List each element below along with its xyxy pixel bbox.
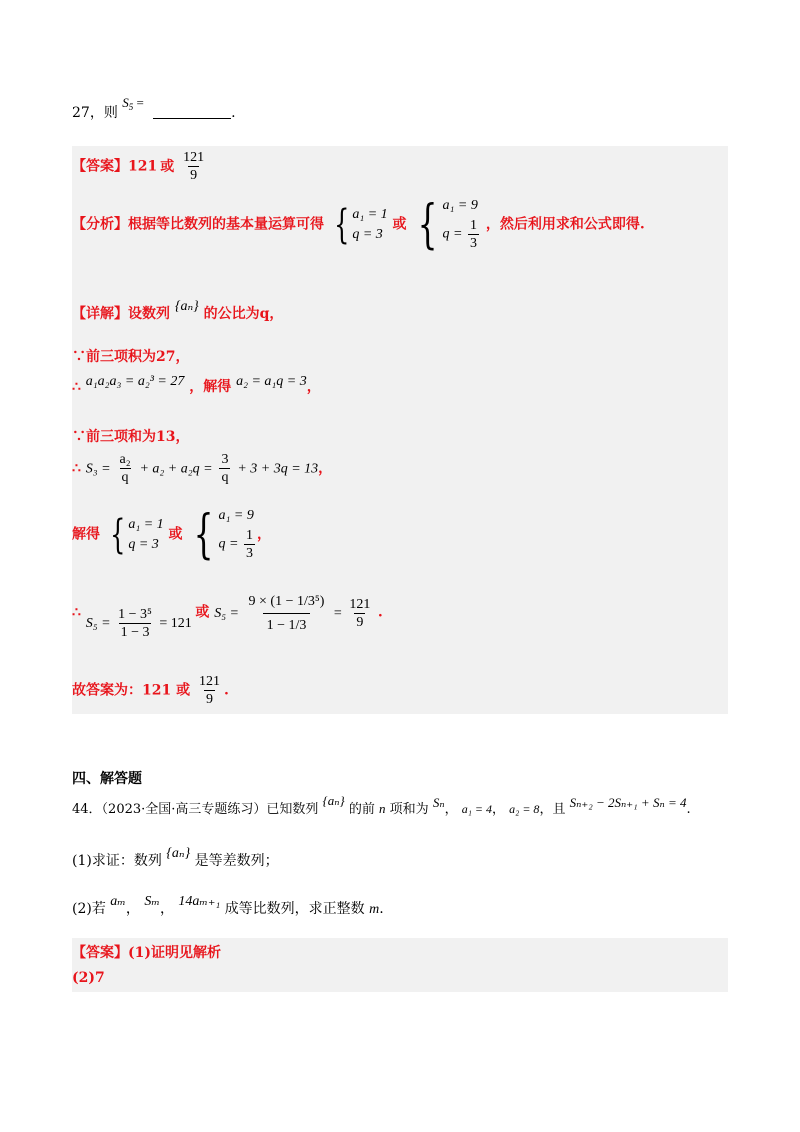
final-period: . <box>223 682 229 699</box>
sys1-row-a: a₁ = 1 <box>352 206 388 222</box>
q44-text3: ，且 <box>539 802 566 817</box>
detail-intro-after: 的公比为q， <box>203 306 284 322</box>
s5-expr-a <box>85 607 196 640</box>
detail-sys2-frac <box>244 528 255 561</box>
question-43-prefix: 27，则 <box>72 105 118 121</box>
detail-system-1 <box>105 511 164 558</box>
detail-intro <box>72 299 284 323</box>
q44-part2-m: m <box>369 902 380 917</box>
q44-cond3: Sₙ₊₂ − 2Sₙ₊₁ + Sₙ = 4 <box>569 795 687 810</box>
sys2-frac-num: 1 <box>469 218 477 233</box>
detail-sys1-b: q = 3 <box>128 536 159 552</box>
s5-a-num: 1 − 3⁵ <box>118 607 152 622</box>
detail-sys2-a: a₁ = 9 <box>218 508 254 523</box>
q44-part2-14a: 14aₘ₊₁ <box>178 894 221 909</box>
s5-b-label: S₅ = <box>214 605 240 621</box>
q44-source: （2023·全国·高三专题练习）已知数列 <box>101 802 319 817</box>
answer-43 <box>72 150 208 183</box>
analysis-system-1 <box>329 201 388 248</box>
question-43-suffix: . <box>231 105 236 121</box>
s5-a-den: 1 − 3 <box>120 625 150 640</box>
s5-eq: = <box>133 95 144 110</box>
detail-brace-2: { <box>194 504 214 565</box>
brace-1: { <box>333 201 350 248</box>
question-44-part1 <box>72 846 279 870</box>
q44-n: n <box>379 801 386 816</box>
sys2-q: q = <box>442 226 463 242</box>
therefore-2 <box>72 452 332 485</box>
s5-expr-b <box>214 594 378 633</box>
q44-cond1: a₁ = 4 <box>461 802 493 816</box>
q44-part2-sm: Sₘ <box>144 894 160 909</box>
answer-or: 或 <box>160 158 175 175</box>
solve-comma: ， <box>306 379 321 395</box>
answer-blank <box>153 118 231 119</box>
final-den: 9 <box>205 692 213 707</box>
s5-label: S <box>122 95 129 110</box>
q44-part2-prefix: (2)若 <box>72 901 106 917</box>
q44-seq: {aₙ} <box>322 793 345 808</box>
detail-sys1-a: a₁ = 1 <box>128 516 164 532</box>
final-frac <box>197 674 222 707</box>
analysis-text-after: ，然后利用求和公式即得. <box>485 216 645 233</box>
s5-or: 或 <box>195 604 210 621</box>
sys1-row-b: q = 3 <box>352 226 383 242</box>
q44-number: 44． <box>72 802 102 817</box>
answer-frac-den: 9 <box>190 168 198 183</box>
because-2: ∵前三项和为13， <box>72 429 190 445</box>
q44-part2-end: . <box>379 901 384 917</box>
therefore-2-frac-1 <box>118 452 133 485</box>
final-answer-43 <box>72 674 229 707</box>
s5-b-eq: = <box>333 605 342 621</box>
q44-sn: Sₙ <box>432 795 445 810</box>
q44-part1-prefix: (1)求证：数列 <box>72 853 162 869</box>
final-text: 故答案为：121 或 <box>72 682 191 699</box>
answer-frac-num: 121 <box>183 150 205 165</box>
solve-math: a₂ = a₁q = 3 <box>236 374 307 389</box>
therefore-2-frac-2 <box>219 452 230 485</box>
s5-b-den: 1 − 1/3 <box>263 613 311 637</box>
s5-a-val: = 121 <box>159 615 192 631</box>
detail-sys2-den: 3 <box>245 546 253 561</box>
s5-sub: 5 <box>128 102 134 112</box>
question-43-tail <box>72 95 236 122</box>
therefore-2-b: + a₂ + a₂q = <box>139 461 213 477</box>
therefore-sym-2: ∴ <box>72 460 81 477</box>
answer-fraction <box>181 150 206 183</box>
answer-44-part2: (2)7 <box>72 970 105 986</box>
t2-f2-num: 3 <box>221 452 229 467</box>
detail-or: 或 <box>168 526 183 543</box>
s5-a-frac <box>116 607 154 640</box>
analysis-system-2 <box>411 194 481 255</box>
q44-cond2: a₂ = 8 <box>509 802 540 816</box>
q44-end: . <box>686 802 691 817</box>
s5-b-result-num: 121 <box>349 597 371 612</box>
t2-f1-den: q <box>121 470 129 485</box>
q44-part1-seq: {aₙ} <box>166 846 191 861</box>
solve-text: ，解得 <box>189 379 232 395</box>
s5-symbol <box>122 95 147 110</box>
therefore-2-comma: ， <box>318 460 333 477</box>
t2-f1-num: a₂ <box>119 452 131 467</box>
analysis-text-before: 根据等比数列的基本量运算可得 <box>128 216 324 233</box>
detail-brace-1: { <box>109 511 126 558</box>
q44-text1: 的前 <box>348 802 375 817</box>
answer-44-label: 【答案】 <box>72 945 128 961</box>
sys2-row-q <box>443 218 481 251</box>
final-num: 121 <box>198 674 220 689</box>
question-44-stem: 44．（2023·全国·高三专题练习）已知数列 {aₙ} 的前 n 项和为 Sₙ， a₁ = 4， a₂ = 8，且 Sₙ₊₂ − 2Sₙ₊₁ + Sₙ = 4. <box>72 793 691 817</box>
therefore-1-math: a₁a₂a₃ = a₂³ = 27 <box>85 374 185 389</box>
detail-sys2-q-row <box>219 528 257 561</box>
section-heading: 四、解答题 <box>72 771 142 787</box>
s5-result <box>72 590 383 640</box>
q44-part2-suffix: 成等比数列，求正整数 <box>224 901 365 917</box>
q44-text2: 项和为 <box>389 802 429 817</box>
detail-seq: {aₙ} <box>174 299 199 314</box>
solve-system-comma: ， <box>256 526 271 543</box>
s5-a-label: S₅ = <box>85 615 111 631</box>
analysis-43 <box>72 194 645 255</box>
therefore-sym-3: ∴ <box>72 604 81 621</box>
t2-f2-den: q <box>221 470 229 485</box>
s5-b-frac <box>245 590 329 637</box>
detail-intro-before: 设数列 <box>128 306 170 322</box>
s5-b-result-den: 9 <box>356 615 364 630</box>
because-1: ∵前三项积为27， <box>72 349 190 365</box>
answer-label: 【答案】 <box>72 158 128 175</box>
q44-part1-suffix: 是等差数列； <box>194 853 279 869</box>
answer-44-part1 <box>72 942 221 962</box>
solve-2-text: 解得 <box>72 526 100 543</box>
therefore-1 <box>72 376 321 396</box>
detail-sys2-num: 1 <box>245 528 253 543</box>
therefore-sym-1: ∴ <box>72 379 81 395</box>
therefore-2-a: S₃ = <box>85 461 111 477</box>
s5-b-result <box>347 597 372 630</box>
sys2-frac-den: 3 <box>469 236 477 251</box>
analysis-or: 或 <box>392 216 407 233</box>
analysis-label: 【分析】 <box>72 216 128 233</box>
therefore-2-c: + 3 + 3q = 13 <box>237 461 319 477</box>
answer-44-part1-text: (1)证明见解析 <box>128 945 221 961</box>
sys2-frac <box>468 218 479 251</box>
solve-system <box>72 504 271 565</box>
detail-label: 【详解】 <box>72 306 128 322</box>
q44-part2-am: aₘ <box>110 894 126 909</box>
sys2-row-a: a₁ = 9 <box>442 198 478 213</box>
answer-value: 121 <box>128 158 158 175</box>
s5-period: . <box>377 604 383 621</box>
brace-2: { <box>418 194 438 255</box>
detail-sys2-q: q = <box>218 536 239 552</box>
question-44-part2: (2)若 aₘ， Sₘ， 14aₘ₊₁ 成等比数列，求正整数 m. <box>72 894 384 917</box>
s5-b-num: 9 × (1 − 1/3⁵) <box>248 594 325 609</box>
detail-system-2 <box>187 504 257 565</box>
